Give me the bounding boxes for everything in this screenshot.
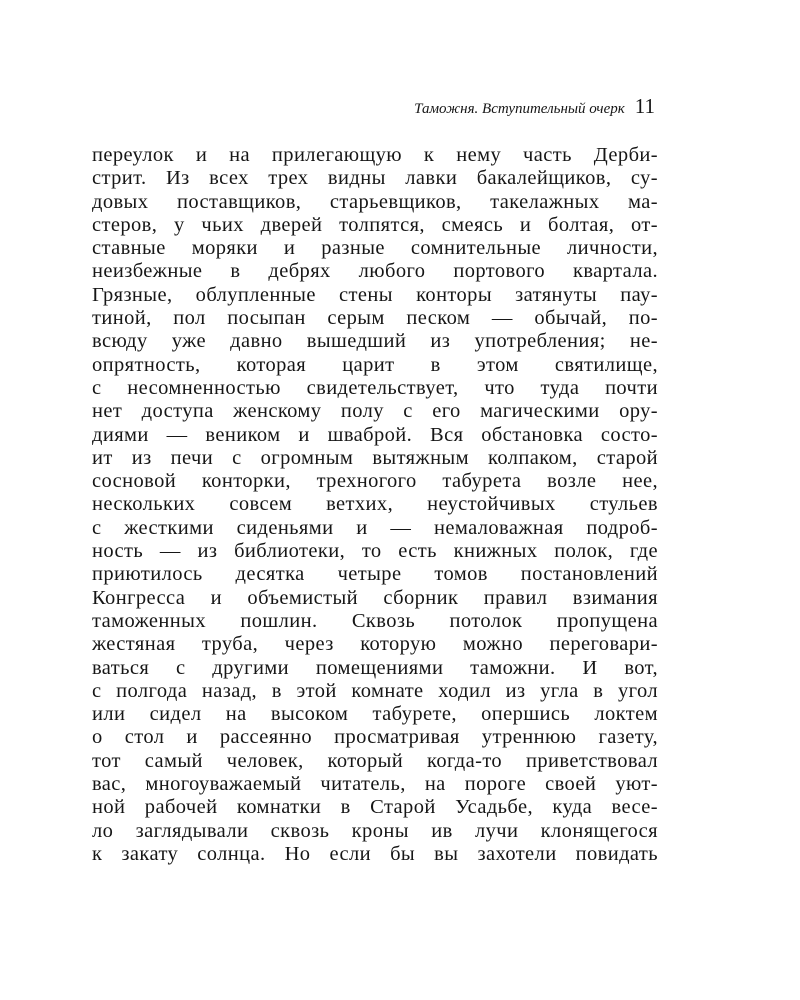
text-line: нет доступа женскому полу с его магическими ору- bbox=[92, 400, 658, 423]
text-line: сосновой конторки, трехногого табурета возле нее, bbox=[92, 470, 658, 493]
text-line: ставные моряки и разные сомнительные личности, bbox=[92, 237, 658, 260]
text-line: тот самый человек, который когда-то приветствовал bbox=[92, 749, 658, 772]
text-line: ит из печи с огромным вытяжным колпаком, старой bbox=[92, 446, 658, 469]
text-line: к закату солнца. Но если бы вы захотели повидать bbox=[92, 842, 658, 865]
body-text bbox=[92, 144, 658, 866]
text-line: ной рабочей комнатки в Старой Усадьбе, куда весе- bbox=[92, 796, 658, 819]
text-line: ваться с другими помещениями таможни. И вот, bbox=[92, 656, 658, 679]
text-line: стеров, у чьих дверей толпятся, смеясь и болтая, от- bbox=[92, 213, 658, 236]
page-number: 11 bbox=[634, 94, 655, 118]
running-title: Таможня. Вступительный очерк bbox=[414, 101, 625, 117]
text-line: или сидел на высоком табурете, опершись локтем bbox=[92, 703, 658, 726]
text-line: с полгода назад, в этой комнате ходил из угла в угол bbox=[92, 679, 658, 702]
text-line: тиной, пол посыпан серым песком — обычай, по- bbox=[92, 307, 658, 330]
text-line: опрятность, которая царит в этом святилище, bbox=[92, 353, 658, 376]
text-line: с несомненностью свидетельствует, что туда почти bbox=[92, 376, 658, 399]
text-line: ность — из библиотеки, то есть книжных полок, где bbox=[92, 540, 658, 563]
text-line: нескольких совсем ветхих, неустойчивых стульев bbox=[92, 493, 658, 516]
text-line: приютилось десятка четыре томов постановлений bbox=[92, 563, 658, 586]
text-line: диями — веником и шваброй. Вся обстановка состо- bbox=[92, 423, 658, 446]
text-line: вас, многоуважаемый читатель, на пороге своей уют- bbox=[92, 773, 658, 796]
running-head bbox=[414, 94, 655, 119]
text-line: с жесткими сиденьями и — немаловажная подроб- bbox=[92, 516, 658, 539]
text-line: всюду уже давно вышедший из употребления; не- bbox=[92, 330, 658, 353]
text-line: таможенных пошлин. Сквозь потолок пропущена bbox=[92, 609, 658, 632]
text-line: довых поставщиков, старьевщиков, такелажных ма- bbox=[92, 190, 658, 213]
text-line: жестяная труба, через которую можно переговари- bbox=[92, 633, 658, 656]
text-line: Конгресса и объемистый сборник правил взимания bbox=[92, 586, 658, 609]
text-line: переулок и на прилегающую к нему часть Дерби- bbox=[92, 144, 658, 166]
text-line: ло заглядывали сквозь кроны ив лучи клонящегося bbox=[92, 819, 658, 842]
text-line: Грязные, облупленные стены конторы затянуты пау- bbox=[92, 283, 658, 306]
text-line: о стол и рассеянно просматривая утреннюю газету, bbox=[92, 726, 658, 749]
text-line: стрит. Из всех трех видны лавки бакалейщиков, су- bbox=[92, 167, 658, 190]
text-line: неизбежные в дебрях любого портового квартала. bbox=[92, 260, 658, 283]
